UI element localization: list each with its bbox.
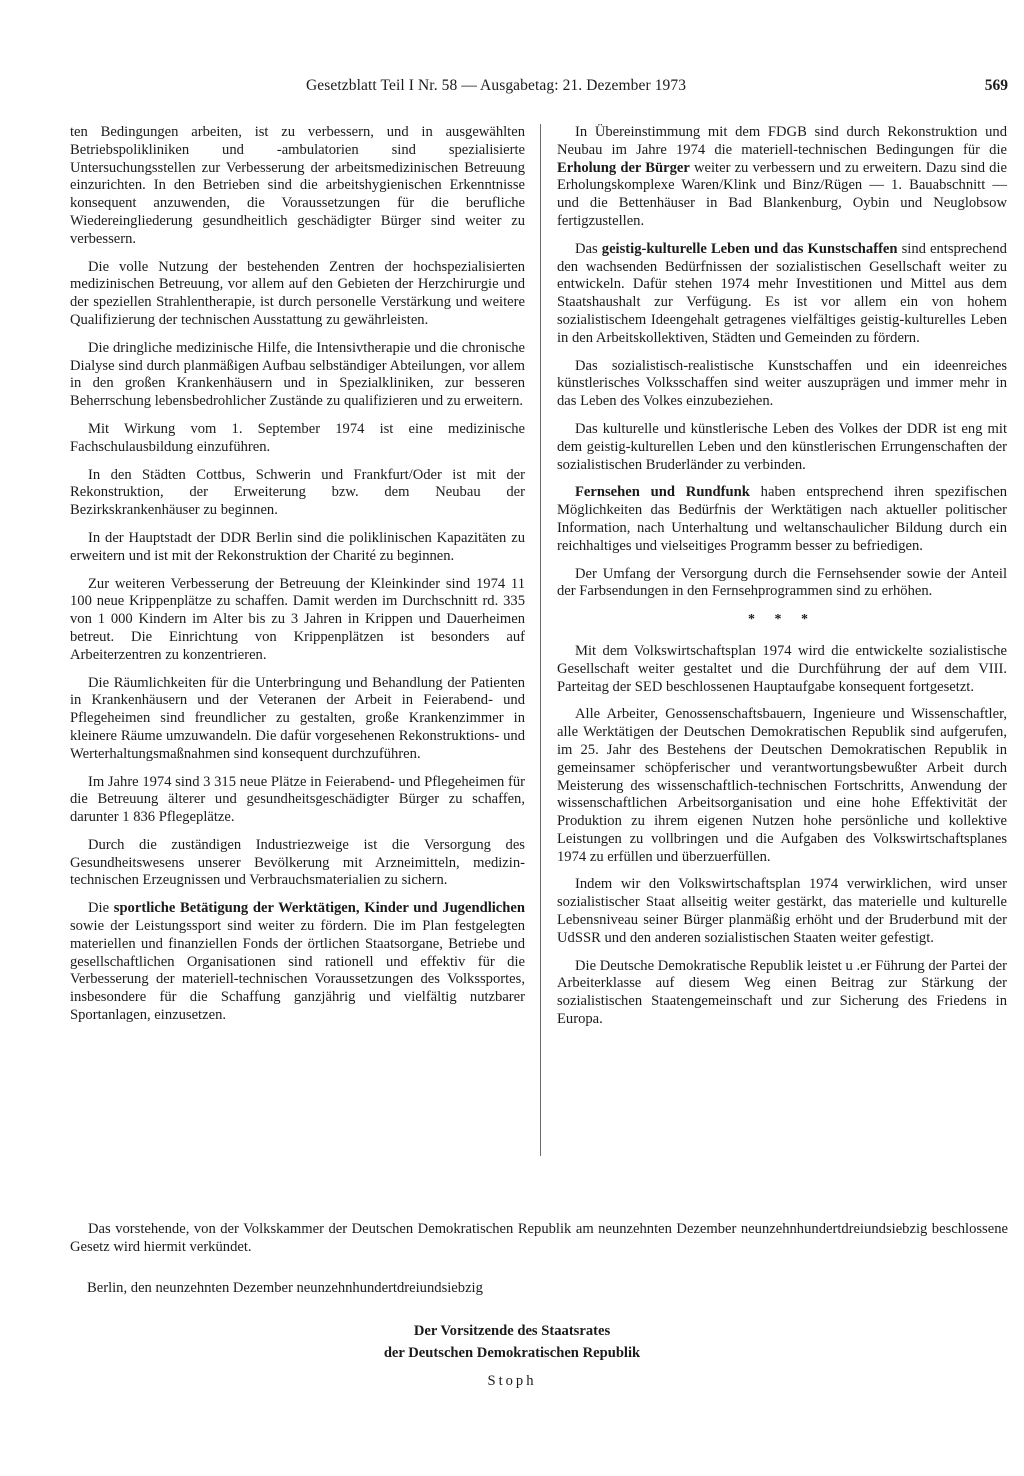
paragraph: Mit Wirkung vom 1. September 1974 ist eine medizinische Fachschulausbildung einzuführen. — [70, 420, 525, 455]
place-date: Berlin, den neunzehnten Dezember neunzehnhundertdreiundsiebzig — [87, 1280, 483, 1296]
signature-block — [0, 1320, 1024, 1392]
paragraph: Das kulturelle und künstlerische Leben des Volkes der DDR ist eng mit dem geistig-kulturellen Leben und den künstlerischen Errungenschaften der sozialistischen Bruderländer zu verbinden. — [557, 420, 1007, 473]
paragraph: In der Hauptstadt der DDR Berlin sind die poliklinischen Kapazitäten zu erweitern und ist mit der Rekonstruktion der Charité zu beginnen. — [70, 529, 525, 564]
paragraph: Indem wir den Volkswirtschaftsplan 1974 verwirklichen, wird unser sozialistischer Staat allseitig weiter gestärkt, das materielle und kulturelle Lebensniveau seiner Bürger planmäßig erhöht und der Bruderbund mit der UdSSR und den anderen sozialistischen Staaten weiter gefestigt. — [557, 876, 1007, 946]
paragraph-sport — [70, 900, 525, 1025]
text: haben entsprechend ihren spezifischen Möglichkeiten das Bedürfnis der Werktätigen nach aktueller politischer Information, nach Unterhaltung und weltanschaulicher Bildung durch ein reichhaltiges und vielseitiges Programm besser zu befriedigen. — [557, 484, 1007, 554]
paragraph: Im Jahre 1974 sind 3 315 neue Plätze in Feierabend- und Pflegeheimen für die Betreuung älterer und gesundheitsgeschädigter Bürger zu schaffen, darunter 1 836 Pflegeplätze. — [70, 773, 525, 826]
text: Die — [88, 900, 114, 917]
paragraph: Zur weiteren Verbesserung der Betreuung der Kleinkinder sind 1974 11 100 neue Krippenplätze zu schaffen. Damit werden im Durchschnitt rd. 335 von 1 000 Kindern im Alter bis zu 3 Jahren in Krippen und Dauerheimen betreut. Die Einrichtung von Krippenplätzen ist besonders auf Arbeiterzentren zu konzentrieren. — [70, 575, 525, 663]
signatory-name: Stoph — [487, 1373, 537, 1389]
signatory-title-line2: der Deutschen Demokratischen Republik — [383, 1345, 641, 1361]
emphasis: geistig-kulturelle Leben und das Kunstschaffen — [601, 240, 898, 257]
page-header — [70, 77, 1008, 99]
page-number: 569 — [984, 77, 1008, 94]
paragraph-broadcast — [557, 484, 1007, 555]
text: weiter zu verbessern und zu erweitern. Dazu sind die Erholungskomplexe Waren/Klink und Binz/Rügen — 1. Bauabschnitt — und die Bettenhäuser in Bad Blankenburg, Oybin und Neuglobsow fertigzustellen. — [557, 159, 1007, 229]
paragraph: Der Umfang der Versorgung durch die Fernsehsender sowie der Anteil der Farbsendungen in den Fernsehprogrammen sind zu erhöhen. — [557, 565, 1007, 600]
text: sowie der Leistungssport sind weiter zu fördern. Die im Plan festgelegten materiellen und finanziellen Fonds der örtlichen Staatsorgane, Betriebe und gesellschaftlichen Organisationen sind rationell und effektiv für die Verbesserung der materiell-technischen Voraussetzungen des Volkssportes, insbesondere für die Schaffung ganzjährig und vielfältig nutzbarer Sportanlagen, einzusetzen. — [70, 918, 525, 1024]
emphasis: Fernsehen und Rundfunk — [575, 484, 750, 501]
paragraph: In den Städten Cottbus, Schwerin und Frankfurt/Oder ist mit der Rekonstruktion, der Erweiterung bzw. dem Neubau der Bezirkskrankenhäuser zu beginnen. — [70, 466, 525, 519]
proclamation-text: Das vorstehende, von der Volkskammer der Deutschen Demokratischen Republik am neunzehnten Dezember neunzehnhundertdreiundsiebzig beschlossene Gesetz wird hiermit verkündet. — [70, 1221, 1008, 1255]
emphasis: sportliche Betätigung der Werktätigen, Kinder und Jugendlichen — [113, 900, 525, 917]
paragraph: Die dringliche medizinische Hilfe, die Intensivtherapie und die chronische Dialyse sind durch planmäßigen Aufbau selbständiger Abteilungen, vor allem in den großen Krankenhäusern und in Spezialkliniken, zur besseren Beherrschung lebensbedrohlicher Zustände zu qualifizieren und zu erweitern. — [70, 339, 525, 410]
text: sind entsprechend den wachsenden Bedürfnissen der sozialistischen Gesellschaft weiter zu entwickeln. Dafür stehen 1974 mehr Investitionen und Mittel aus dem Staatshaushalt zur Verfügung. Es ist vor allem ein von hohem sozialistischem Ideengehalt getragenes vielfältiges geistig-kulturelles Leben in den Arbeitskollektiven, Städten und Gemeinden zu fördern. — [557, 240, 1007, 346]
paragraph: Durch die zuständigen Industriezweige ist die Versorgung des Gesundheitswesens unserer Bevölkerung mit Arzneimitteln, medizin-technischen Erzeugnissen und Verbrauchsmaterialien zu sichern. — [70, 836, 525, 889]
paragraph: Die Räumlichkeiten für die Unterbringung und Behandlung der Patienten in Krankenhäusern und der Veteranen der Arbeit in Feierabend- und Pflegeheimen sind freundlicher zu gestalten, große Krankenzimmer in kleinere Räume umzuwandeln. Die dafür vorgesehenen Rekonstruktions- und Werterhaltungsmaßnahmen sind konsequent durchzuführen. — [70, 674, 525, 762]
section-separator-stars: * * * — [748, 612, 816, 628]
paragraph-recreation — [557, 124, 1007, 231]
text: Das — [575, 240, 602, 257]
paragraph: Die volle Nutzung der bestehenden Zentren der hochspezialisierten medizinischen Betreuung, vor allem auf den Gebieten der Herzchirurgie und der speziellen Strahlentherapie, ist durch personelle Verstärkung und weitere Qualifizierung der technischen Ausstattung zu gewährleisten. — [70, 258, 525, 328]
header-title: Gesetzblatt Teil I Nr. 58 — Ausgabetag: 21. Dezember 1973 — [306, 77, 687, 94]
paragraph: Die Deutsche Demokratische Republik leistet u .er Führung der Partei der Arbeiterklasse auf diesem Weg einen Beitrag zur Stärkung der sozialistischen Staatengemeinschaft und zur Sicherung des Friedens in Europa. — [557, 957, 1007, 1028]
emphasis: Erholung der Bürger — [557, 159, 690, 176]
signatory-title-line1: Der Vorsitzende des Staatsrates — [413, 1323, 611, 1339]
paragraph: Mit dem Volkswirtschaftsplan 1974 wird die entwickelte sozialistische Gesellschaft weiter gestaltet und die Durchführung der auf dem VIII. Parteitag der SED beschlossenen Hauptaufgabe konsequent fortgesetzt. — [557, 642, 1007, 695]
column-divider — [540, 124, 541, 1156]
paragraph: ten Bedingungen arbeiten, ist zu verbessern, und in ausgewählten Betriebspolikliniken und -ambulatorien sind spezialisierte Untersuchungsstellen zur Verbesserung der arbeitsmedizinischen Betreuung einzurichten. In den Betrieben sind die arbeitshygienischen Erkenntnisse konsequent anzuwenden, die Voraussetzungen für die berufliche Wiedereingliederung gesundheitlich geschädigter Bürger sind weiter zu verbessern. — [70, 124, 525, 247]
text: In Übereinstimmung mit dem FDGB sind durch Rekonstruktion und Neubau im Jahre 1974 die materiell-technischen Bedingungen für die — [557, 124, 1007, 158]
left-column — [70, 124, 525, 1035]
paragraph: Alle Arbeiter, Genossenschaftsbauern, Ingenieure und Wissenschaftler, alle Werktätigen der Deutschen Demokratischen Republik sind aufgerufen, im 25. Jahr des Bestehens der Deutschen Demokratischen Republik in gemeinsamer schöpferischer und verantwortungsbewußter Arbeit durch Meisterung des wissenschaftlich-technischen Fortschritts, Anwendung der wissenschaftlichen Arbeitsorganisation und eine hohe Effektivität der Produktion zu ihrem eigenen Nutzen hohe persönliche und kollektive Leistungen zu vollbringen und die Aufgaben des Volkswirtschaftsplanes 1974 zu erfüllen und überzuerfüllen. — [557, 706, 1007, 865]
paragraph-culture — [557, 241, 1007, 348]
paragraph: Das sozialistisch-realistische Kunstschaffen und ein ideenreiches künstlerisches Volksschaffen sind weiter auszuprägen und immer mehr in das Leben des Volkes einzubeziehen. — [557, 357, 1007, 410]
right-column — [557, 124, 1007, 1039]
